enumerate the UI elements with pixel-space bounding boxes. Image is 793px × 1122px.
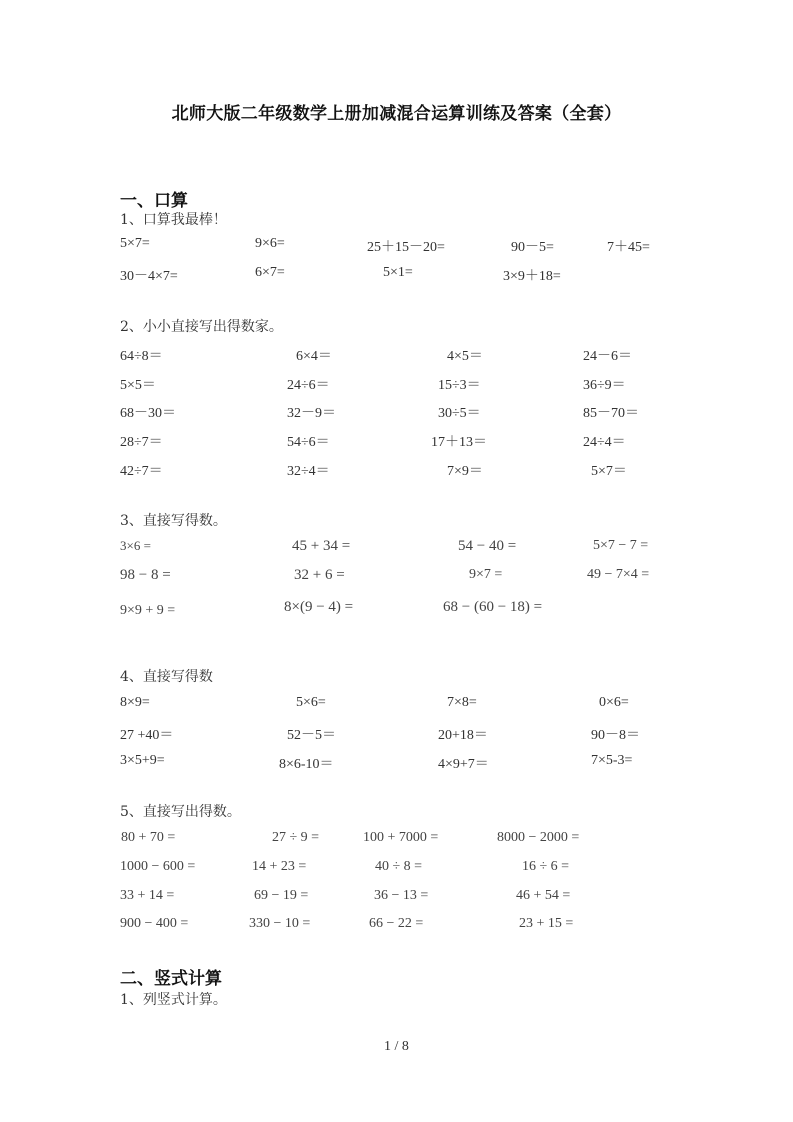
equation: 330 − 10 =: [249, 916, 311, 931]
equation: 36÷9＝: [583, 378, 626, 393]
equation: 27 ÷ 9 =: [272, 830, 320, 845]
equation: 30－4×7=: [120, 269, 178, 284]
equation: 3×5+9=: [120, 753, 165, 768]
part-label-vertical-1: 1、列竖式计算。: [120, 992, 227, 1008]
equation: 5×1=: [383, 265, 413, 280]
equation: 8×6-10＝: [279, 757, 334, 772]
equation: 7×5-3=: [591, 753, 633, 768]
equation: 8×(9 − 4) =: [284, 599, 354, 615]
equation: 1000 − 600 =: [120, 859, 196, 874]
equation: 100 + 7000 =: [363, 830, 439, 845]
equation: 25＋15－20=: [367, 240, 445, 255]
equation: 7×9＝: [447, 464, 483, 479]
equation: 69 − 19 =: [254, 888, 309, 903]
equation: 80 + 70 =: [121, 830, 176, 845]
equation: 9×7 =: [469, 567, 503, 582]
equation: 9×9 + 9 =: [120, 603, 176, 618]
equation: 90－5=: [511, 240, 554, 255]
equation: 3×9＋18=: [503, 269, 561, 284]
equation: 900 − 400 =: [120, 916, 189, 931]
equation: 40 ÷ 8 =: [375, 859, 423, 874]
equation: 6×7=: [255, 265, 285, 280]
equation: 9×6=: [255, 236, 285, 251]
equation: 20+18＝: [438, 728, 488, 743]
equation: 4×9+7＝: [438, 757, 489, 772]
equation: 52－5＝: [287, 728, 336, 743]
equation: 5×6=: [296, 695, 326, 710]
equation: 98 − 8 =: [120, 567, 171, 583]
equation: 68 − (60 − 18) =: [443, 599, 543, 615]
page-number: 1 / 8: [384, 1039, 409, 1054]
equation: 36 − 13 =: [374, 888, 429, 903]
equation: 6×4＝: [296, 349, 332, 364]
equation: 90－8＝: [591, 728, 640, 743]
equation: 24÷4＝: [583, 435, 626, 450]
equation: 46 + 54 =: [516, 888, 571, 903]
part-label-4: 4、直接写得数: [120, 669, 213, 685]
equation: 3×6 =: [120, 538, 151, 553]
equation: 5×7=: [120, 236, 150, 251]
equation: 16 ÷ 6 =: [522, 859, 570, 874]
equation: 49 − 7×4 =: [587, 567, 650, 582]
equation: 32 + 6 =: [294, 567, 345, 583]
equation: 17＋13＝: [431, 435, 487, 450]
equation: 0×6=: [599, 695, 629, 710]
equation: 8000 − 2000 =: [497, 830, 580, 845]
equation: 66 − 22 =: [369, 916, 424, 931]
equation: 7×8=: [447, 695, 477, 710]
part-label-3: 3、直接写得数。: [120, 513, 227, 529]
equation: 54 − 40 =: [458, 538, 517, 554]
part-label-2: 2、小小直接写出得数家。: [120, 319, 283, 335]
equation: 8×9=: [120, 695, 150, 710]
equation: 23 + 15 =: [519, 916, 574, 931]
section-heading-vertical: 二、竖式计算: [120, 969, 222, 989]
part-label-5: 5、直接写出得数。: [120, 804, 241, 820]
equation: 24÷6＝: [287, 378, 330, 393]
equation: 32－9＝: [287, 406, 336, 421]
equation: 33 + 14 =: [120, 888, 175, 903]
equation: 68－30＝: [120, 406, 176, 421]
equation: 7＋45=: [607, 240, 650, 255]
equation: 5×5＝: [120, 378, 156, 393]
equation: 64÷8＝: [120, 349, 163, 364]
equation: 5×7＝: [591, 464, 627, 479]
equation: 45 + 34 =: [292, 538, 351, 554]
equation: 54÷6＝: [287, 435, 330, 450]
equation: 28÷7＝: [120, 435, 163, 450]
section-heading-oral: 一、口算: [120, 191, 188, 211]
equation: 14 + 23 =: [252, 859, 307, 874]
equation: 24－6＝: [583, 349, 632, 364]
document-title: 北师大版二年级数学上册加减混合运算训练及答案（全套）: [171, 104, 622, 124]
equation: 5×7 − 7 =: [593, 538, 649, 553]
equation: 4×5＝: [447, 349, 483, 364]
equation: 85－70＝: [583, 406, 639, 421]
equation: 32÷4＝: [287, 464, 330, 479]
equation: 30÷5＝: [438, 406, 481, 421]
equation: 42÷7＝: [120, 464, 163, 479]
equation: 15÷3＝: [438, 378, 481, 393]
part-label-1: 1、口算我最棒！: [120, 212, 227, 228]
equation: 27 +40＝: [120, 728, 174, 743]
